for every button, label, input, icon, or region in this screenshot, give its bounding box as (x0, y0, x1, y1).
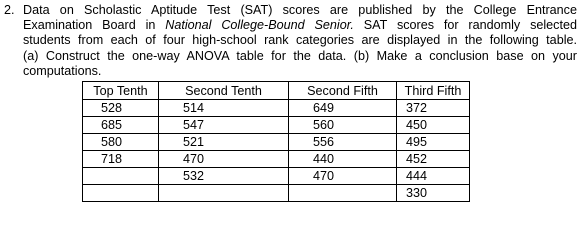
table-cell: 580 (83, 134, 159, 151)
table-cell: 440 (289, 151, 397, 168)
problem-line-4-text: (a) Construct the one-way ANOVA table for the data. (b) Make a conclusion base on your (23, 48, 577, 63)
table-cell (83, 185, 159, 202)
table-cell: 532 (159, 168, 289, 185)
table-cell: 372 (397, 100, 470, 117)
table-cell: 495 (397, 134, 470, 151)
problem-line-2 (23, 18, 577, 33)
table-cell: 452 (397, 151, 470, 168)
problem-line-4 (23, 49, 577, 64)
problem-line-2-text-a: Examination Board in (23, 18, 166, 33)
table-row (83, 134, 470, 151)
problem-text (23, 3, 577, 79)
table-header-row (83, 82, 470, 100)
column-header-second-fifth: Second Fifth (289, 82, 397, 100)
problem-statement (4, 3, 577, 79)
table-cell: 521 (159, 134, 289, 151)
table-row (83, 185, 470, 202)
problem-line-1 (23, 3, 577, 18)
column-header-second-tenth: Second Tenth (159, 82, 289, 100)
table-cell (289, 185, 397, 202)
problem-line-2-text-b: SAT scores for randomly selected (353, 18, 577, 33)
table-cell: 718 (83, 151, 159, 168)
problem-line-5 (23, 64, 577, 79)
table-cell: 450 (397, 117, 470, 134)
problem-number: 2. (4, 3, 15, 17)
problem-line-5-text: computations. (23, 63, 102, 78)
table-cell: 685 (83, 117, 159, 134)
problem-line-3 (23, 33, 577, 48)
table-cell: 556 (289, 134, 397, 151)
table-cell: 560 (289, 117, 397, 134)
table-cell: 514 (159, 100, 289, 117)
table-row (83, 100, 470, 117)
table-cell (159, 185, 289, 202)
sat-scores-table (82, 81, 470, 202)
table-cell: 470 (289, 168, 397, 185)
table-cell: 547 (159, 117, 289, 134)
table-cell: 444 (397, 168, 470, 185)
table-cell (83, 168, 159, 185)
table-row (83, 151, 470, 168)
problem-line-3-text: students from each of four high-school rank categories are displayed in the following table. (23, 33, 577, 48)
table-cell: 470 (159, 151, 289, 168)
problem-line-1-text: Data on Scholastic Aptitude Test (SAT) scores are published by the College Entrance (23, 3, 577, 17)
table-cell: 649 (289, 100, 397, 117)
table-cell: 330 (397, 185, 470, 202)
table-cell: 528 (83, 100, 159, 117)
table-row (83, 168, 470, 185)
column-header-third-fifth: Third Fifth (397, 82, 470, 100)
table-row (83, 117, 470, 134)
publication-title: National College-Bound Senior. (165, 18, 354, 33)
column-header-top-tenth: Top Tenth (83, 82, 159, 100)
